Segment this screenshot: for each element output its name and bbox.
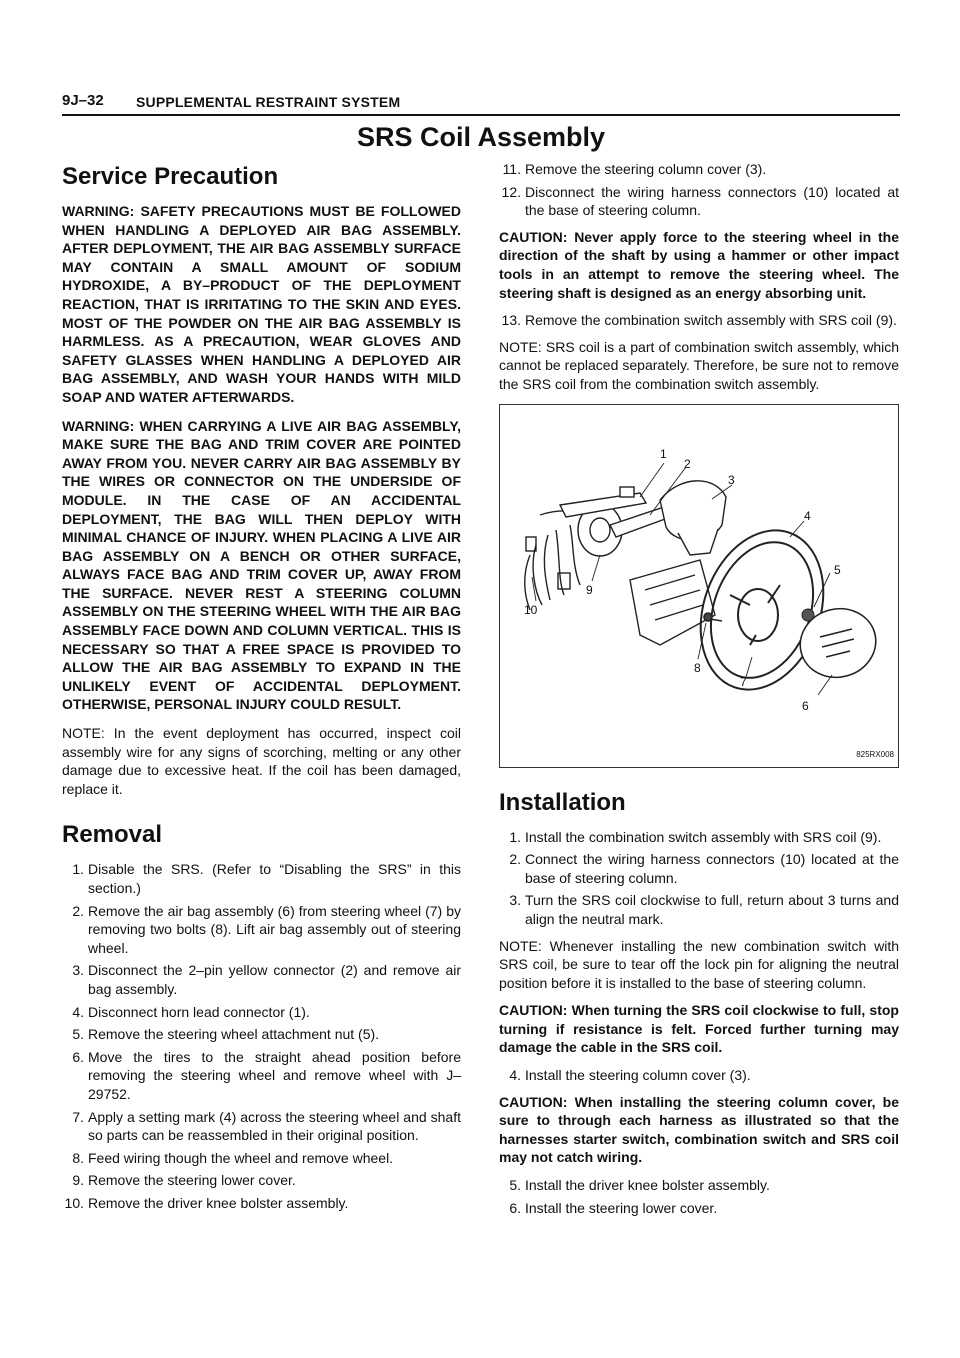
section-title: SUPPLEMENTAL RESTRAINT SYSTEM: [136, 94, 401, 110]
step-text: Remove the steering wheel attachment nut (5).: [88, 1026, 380, 1043]
step-text: Feed wiring though the wheel and remove wheel.: [88, 1149, 394, 1166]
exploded-view-figure: [499, 404, 899, 768]
step-text: Move the tires to the straight ahead position before removing the steering wheel and remove wheel with J–29752.: [88, 1048, 461, 1102]
step-text: Install the steering column cover (3).: [525, 1067, 751, 1084]
step-number: 6.: [509, 1199, 521, 1216]
step-number: 12.: [501, 183, 521, 200]
installation-note: NOTE: Whenever installing the new combination switch with SRS coil, be sure to tear off the lock pin for aligning the neutral position before it is installed to the base of steering column.: [499, 937, 899, 991]
step-number: 7.: [72, 1108, 84, 1125]
step-number: 5.: [509, 1177, 521, 1194]
step-item: [62, 1025, 461, 1044]
step-number: 3.: [509, 892, 521, 909]
step-number: 9.: [72, 1172, 84, 1189]
installation-steps-cover: [499, 1066, 899, 1085]
lower-cover: [630, 560, 715, 645]
step-item: [62, 961, 461, 998]
step-item: [499, 183, 899, 220]
step-number: 10.: [64, 1194, 84, 1211]
right-column: [499, 160, 899, 1225]
installation-steps-final: [499, 1176, 899, 1217]
step-number: 5.: [72, 1026, 84, 1043]
step-item: [62, 1048, 461, 1104]
installation-steps-list: [499, 828, 899, 929]
callout-6: 6: [802, 698, 809, 713]
caution-srs-coil-turning: CAUTION: When turning the SRS coil clockwise to full, stop turning if resistance is felt. Forced further turning may damage the cable in the SRS coil.: [499, 1002, 899, 1056]
step-number: 4.: [72, 1003, 84, 1020]
step-item: [499, 160, 899, 179]
step-text: Remove the driver knee bolster assembly.: [88, 1194, 349, 1211]
callout-8: 8: [694, 660, 701, 675]
step-item: [62, 1149, 461, 1168]
callout-9: 9: [586, 582, 593, 597]
warning-live-airbag: WARNING: WHEN CARRYING A LIVE AIR BAG ASSEMBLY, MAKE SURE THE BAG AND TRIM COVER ARE POINTED AWAY FROM YOU. NEVER CARRY AIR BAG ASSEMBLY BY THE WIRES OR CONNECTOR ON THE UNDERSIDE OF MODULE. IN THE CASE OF AN ACCIDENTAL DEPLOYMENT, THE BAG WILL THEN DEPLOY WITH MINIMAL CHANCE OF INJURY. WHEN PLACING A LIVE AIR BAG ASSEMBLY ON A BENCH OR OTHER SURFACE, ALWAYS FACE BAG AND TRIM COVER UP, AWAY FROM THE SURFACE. NEVER REST A STEERING COLUMN ASSEMBLY ON THE STEERING WHEEL WITH THE AIR BAG ASSEMBLY FACE DOWN AND COLUMN VERTICAL. THIS IS NECESSARY SO THAT A FREE SPACE IS PROVIDED TO ALLOW THE AIR BAG ASSEMBLY TO EXPAND IN THE UNLIKELY EVENT OF ACCIDENTAL DEPLOYMENT. OTHERWISE, PERSONAL INJURY COULD RESULT.: [62, 417, 461, 713]
step-number: 3.: [72, 962, 84, 979]
step-text: Remove the air bag assembly (6) from steering wheel (7) by removing two bolts (8). Lift air bag assembly out of steering wheel.: [88, 902, 461, 956]
header-rule: [62, 114, 900, 116]
step-item: [499, 828, 899, 847]
step-text: Disconnect horn lead connector (1).: [88, 1003, 310, 1020]
removal-steps-list: [62, 860, 461, 1212]
step-item: [62, 1003, 461, 1022]
warning-deployed-airbag: WARNING: SAFETY PRECAUTIONS MUST BE FOLLOWED WHEN HANDLING A DEPLOYED AIR BAG ASSEMBLY. AFTER DEPLOYMENT, THE AIR BAG ASSEMBLY SURFACE MAY CONTAIN A SMALL AMOUNT OF SODIUM HYDROXIDE, A BY–PRODUCT OF THE DEPLOYMENT REACTION, THAT IS IRRITATING TO THE SKIN AND EYES. MOST OF THE POWDER ON THE AIR BAG ASSEMBLY IS HARMLESS. AS A PRECAUTION, WEAR GLOVES AND SAFETY GLASSES WHEN HANDLING A DEPLOYED AIR BAG ASSEMBLY, AND WASH YOUR HANDS WITH MILD SOAP AND WATER AFTERWARDS.: [62, 203, 461, 405]
column-cover: [660, 480, 726, 554]
step-item: [499, 1199, 899, 1218]
step-item: [499, 891, 899, 928]
srs-coil-note: NOTE: SRS coil is a part of combination switch assembly, which cannot be replaced separately. Therefore, be sure not to remove the SRS coil from the combination switch assembly.: [499, 338, 899, 392]
removal-steps-continued: [499, 160, 899, 220]
step-item: [499, 1066, 899, 1085]
step-text: Install the driver knee bolster assembly.: [525, 1177, 770, 1194]
callout-5: 5: [834, 562, 841, 577]
step-number: 4.: [509, 1067, 521, 1084]
removal-heading: Removal: [62, 821, 163, 849]
step-item: [499, 311, 899, 330]
combination-switch: [560, 487, 676, 556]
step-number: 11.: [502, 161, 521, 177]
step-item: [62, 902, 461, 958]
step-text: Remove the steering lower cover.: [88, 1172, 296, 1189]
step-text: Turn the SRS coil clockwise to full, return about 3 turns and align the neutral mark.: [525, 892, 899, 927]
step-item: [62, 860, 461, 897]
step-text: Disconnect the wiring harness connectors (10) located at the base of steering column.: [525, 183, 899, 219]
step-item: [499, 1176, 899, 1195]
removal-steps-final: [499, 311, 899, 330]
step-text: Connect the wiring harness connectors (10) located at the base of steering column.: [525, 851, 899, 886]
step-number: 2.: [72, 902, 84, 919]
step-item: [62, 1108, 461, 1145]
step-text: Apply a setting mark (4) across the steering wheel and shaft so parts can be reassembled in their original position.: [88, 1108, 461, 1144]
page-number: 9J–32: [62, 92, 104, 109]
callout-4: 4: [804, 508, 811, 523]
installation-heading: Installation: [499, 788, 626, 816]
caution-column-cover: CAUTION: When installing the steering column cover, be sure to through each harness as illustrated so that the harnesses starter switch, combination switch and SRS coil may not catch wiring.: [499, 1093, 899, 1166]
callout-2: 2: [684, 456, 691, 471]
step-text: Install the steering lower cover.: [525, 1199, 718, 1216]
step-text: Remove the combination switch assembly with SRS coil (9).: [525, 312, 897, 329]
step-text: Disable the SRS. (Refer to “Disabling the SRS” in this section.): [88, 861, 461, 896]
step-item: [62, 1194, 461, 1213]
caution-steering-shaft: CAUTION: Never apply force to the steering wheel in the direction of the shaft by using a hammer or other impact tools in an attempt to remove the steering wheel. The steering shaft is designed as an energy absorbing unit.: [499, 228, 899, 301]
step-item: [499, 850, 899, 887]
step-item: [62, 1171, 461, 1190]
callout-7: 7: [740, 674, 747, 689]
deployment-note: NOTE: In the event deployment has occurred, inspect coil assembly wire for any signs of scorching, melting or any other damage due to excessive heat. If the coil has been damaged, replace it.: [62, 725, 461, 797]
step-text: Disconnect the 2–pin yellow connector (2) and remove air bag assembly.: [88, 962, 461, 997]
callout-3: 3: [728, 472, 735, 487]
step-text: Remove the steering column cover (3).: [525, 161, 767, 177]
step-number: 1.: [72, 861, 84, 878]
page-title: SRS Coil Assembly: [356, 122, 606, 152]
service-precaution-heading: Service Precaution: [62, 163, 279, 190]
callout-10: 10: [524, 602, 538, 617]
step-text: Install the combination switch assembly with SRS coil (9).: [525, 828, 882, 845]
figure-code: 825RX008: [856, 749, 894, 759]
step-number: 2.: [509, 851, 521, 868]
step-number: 6.: [72, 1048, 84, 1065]
left-column: [62, 162, 461, 1221]
step-number: 1.: [509, 828, 521, 845]
callout-1: 1: [660, 446, 667, 461]
steering-assembly-illustration: [500, 405, 898, 767]
page-header: [62, 88, 900, 118]
step-number: 8.: [72, 1149, 84, 1166]
step-number: 13.: [501, 312, 521, 329]
